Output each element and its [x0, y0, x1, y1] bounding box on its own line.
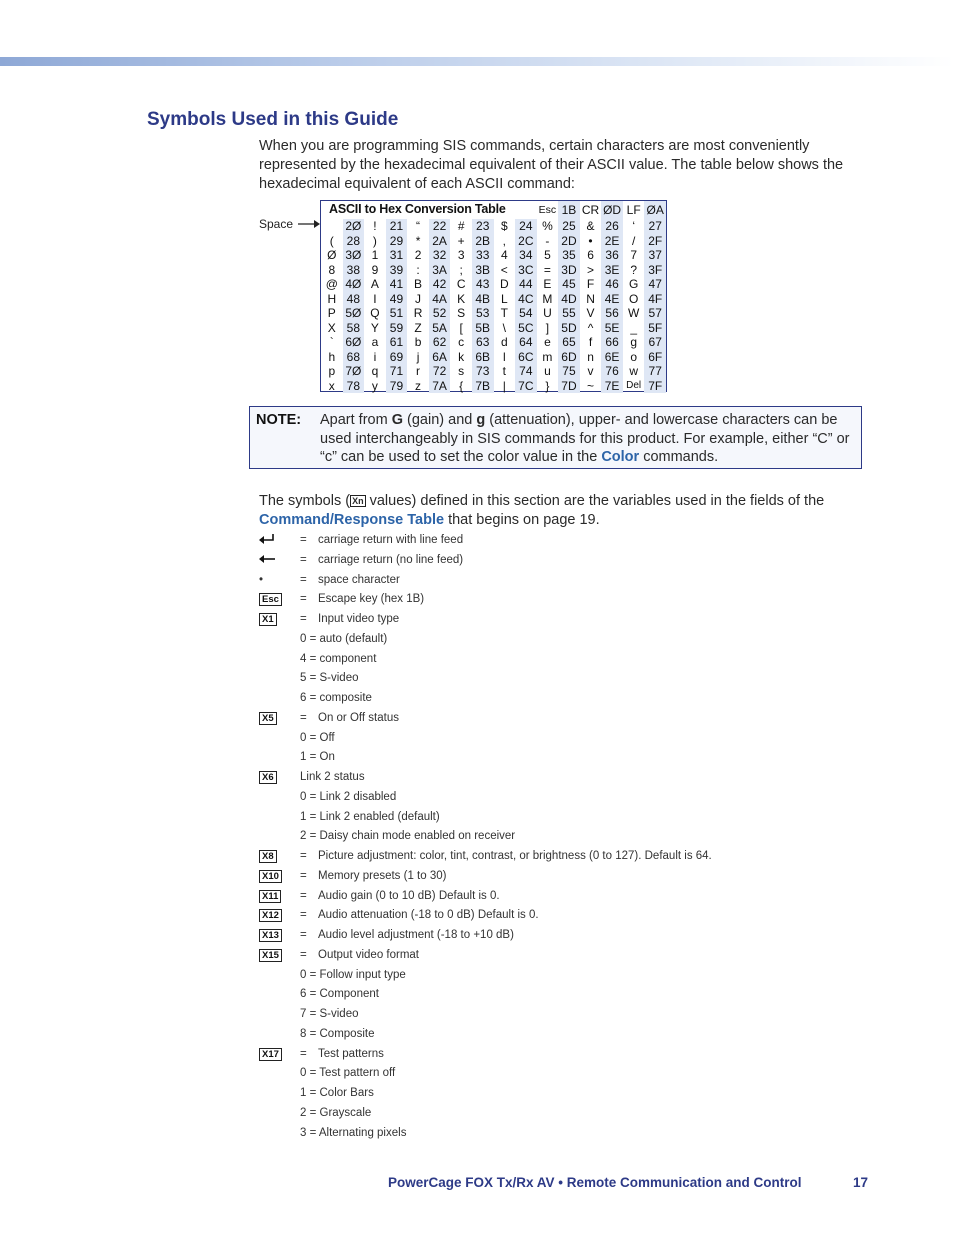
ascii-char-cell: ; [459, 262, 463, 277]
hex-value-cell: 29 [386, 234, 408, 249]
symbol-badge: X6 [259, 771, 277, 784]
ascii-header-cell: 1B [558, 201, 580, 219]
symbol-key [259, 850, 277, 863]
hex-value-cell: 72 [429, 364, 451, 379]
equals-sign: = [300, 909, 307, 922]
page-heading: Symbols Used in this Guide [147, 109, 399, 130]
hex-value-cell: 33 [472, 248, 494, 263]
ascii-char-cell: c [458, 335, 465, 349]
hex-value-cell: 79 [386, 379, 408, 394]
symbol-description: On or Off status [318, 711, 399, 724]
ascii-char-cell: E [543, 277, 552, 291]
equals-sign: = [300, 534, 307, 546]
symbol-value-option: 4 = component [300, 652, 377, 665]
hex-value-cell: 28 [343, 234, 365, 249]
ascii-char-cell: Ø [327, 248, 337, 262]
symbol-badge: Esc [259, 593, 282, 606]
ascii-header-cell: ØD [603, 203, 622, 217]
symbols-intro: The symbols ( Xn values) defined in this section are the variables used in the fields of the Command/Response Table that begins on page 19. [259, 493, 825, 528]
symbol-value-option: 6 = composite [300, 692, 372, 704]
hex-value-cell: 63 [472, 335, 494, 350]
footer-title: PowerCage FOX Tx/Rx AV • Remote Communication and Control [388, 1175, 802, 1190]
hex-value-cell: 7E [601, 379, 623, 394]
symbol-description: Output video format [318, 948, 419, 961]
hex-value-cell: 3F [644, 263, 666, 278]
equals-sign: = [300, 889, 307, 902]
ascii-char-cell: | [502, 378, 506, 393]
ascii-char-cell: # [457, 219, 465, 233]
equals-sign: = [300, 573, 307, 586]
ascii-char-cell: v [587, 364, 594, 378]
symbol-value-option: 0 = auto (default) [300, 632, 388, 645]
hex-value-cell: 77 [644, 364, 666, 379]
xn-symbol: Xn [352, 496, 364, 507]
hex-value-cell: 5F [644, 321, 666, 336]
hex-value-cell: 44 [515, 277, 537, 292]
ascii-char-cell: a [371, 335, 379, 349]
hex-value-cell: 66 [601, 335, 623, 350]
ascii-char-cell: & [586, 219, 595, 233]
ascii-char-cell: m [542, 349, 553, 364]
symbol-description: Link 2 status [300, 771, 365, 783]
ascii-char-cell: r [416, 364, 421, 378]
hex-value-cell: 38 [343, 263, 365, 278]
ascii-char-cell: % [542, 219, 553, 233]
hex-value-cell: 35 [558, 248, 580, 263]
ascii-char-cell: 4 [500, 248, 508, 262]
carriage-return-icon [259, 554, 275, 567]
ascii-char-cell: e [544, 335, 551, 349]
hex-value-cell: 43 [472, 277, 494, 292]
carriage-return-lf-icon [259, 534, 275, 547]
equals-sign: = [300, 613, 307, 625]
ascii-char-cell: ! [373, 219, 377, 233]
hex-value-cell: 5Ø [343, 306, 365, 321]
hex-value-cell: 6Ø [343, 335, 365, 350]
symbol-key [259, 712, 277, 725]
hex-value-cell: 6A [429, 350, 451, 365]
ascii-table-title: ASCII to Hex Conversion Table [329, 202, 506, 216]
ascii-char-cell: h [328, 349, 336, 364]
hex-value-cell: 23 [472, 219, 494, 234]
ascii-char-cell: W [627, 306, 640, 320]
note-box [249, 406, 862, 469]
note-label: NOTE: [256, 412, 302, 428]
symbol-badge: X5 [259, 712, 277, 725]
header-band [0, 57, 954, 66]
symbol-badge: X13 [259, 929, 282, 942]
ascii-char-cell: n [587, 349, 594, 364]
hex-value-cell: 21 [386, 219, 408, 234]
hex-value-cell: 56 [601, 306, 623, 321]
hex-value-cell: 58 [343, 321, 365, 336]
ascii-char-cell: F [586, 277, 595, 291]
symbol-key [259, 1048, 282, 1061]
symbol-value-option: 0 = Link 2 disabled [300, 790, 397, 803]
ascii-char-cell: 2 [414, 248, 422, 262]
ascii-char-cell: q [371, 364, 379, 378]
ascii-char-cell: Y [370, 320, 379, 335]
symbol-key [259, 593, 282, 606]
hex-value-cell: 4C [515, 292, 537, 307]
ascii-header-cell: ØA [644, 201, 666, 219]
hex-value-cell: 4D [558, 292, 580, 307]
ascii-char-cell: , [502, 233, 506, 248]
ascii-grid [321, 219, 666, 393]
hex-value-cell: 76 [601, 364, 623, 379]
symbol-key [259, 613, 277, 626]
hex-value-cell: 4Ø [343, 277, 365, 292]
symbol-description: Memory presets (1 to 30) [318, 869, 447, 882]
hex-value-cell: 64 [515, 335, 537, 350]
hex-value-cell: 51 [386, 306, 408, 321]
hex-value-cell: 52 [429, 306, 451, 321]
ascii-char-cell: O [628, 291, 639, 306]
hex-value-cell: 62 [429, 335, 451, 350]
symbol-key [259, 949, 282, 962]
ascii-char-cell: J [415, 291, 422, 306]
symbol-key [259, 909, 282, 922]
hex-value-cell: 4F [644, 292, 666, 307]
ascii-char-cell: t [502, 364, 506, 378]
equals-sign: = [300, 929, 307, 941]
ascii-char-cell: d [500, 335, 508, 349]
hex-value-cell: 5A [429, 321, 451, 336]
ascii-char-cell: 6 [587, 248, 594, 262]
ascii-char-cell: b [414, 335, 422, 349]
hex-value-cell: 7C [515, 379, 537, 394]
ascii-char-cell: x [328, 378, 335, 393]
symbol-key [259, 870, 282, 883]
symbol-value-option: 1 = Color Bars [300, 1087, 374, 1099]
symbol-value-option: 3 = Alternating pixels [300, 1126, 407, 1139]
ascii-char-cell: N [586, 291, 595, 306]
ascii-char-cell: = [543, 262, 551, 277]
ascii-char-cell: A [370, 277, 379, 291]
ascii-char-cell: - [545, 233, 550, 248]
equals-sign: = [300, 1047, 307, 1060]
ascii-char-cell: 5 [544, 248, 551, 262]
hex-value-cell: 7Ø [343, 364, 365, 379]
symbol-badge: X11 [259, 890, 281, 903]
hex-value-cell: 25 [558, 219, 580, 234]
ascii-char-cell: z [415, 378, 422, 393]
ascii-char-cell: i [373, 349, 377, 364]
ascii-char-cell: g [630, 335, 637, 349]
hex-value-cell: 39 [386, 263, 408, 278]
hex-value-cell: 2C [515, 234, 537, 249]
hex-value-cell: 47 [644, 277, 666, 292]
symbol-badge: X1 [259, 613, 277, 626]
ascii-char-cell: 7 [630, 248, 637, 262]
space-symbol: • [259, 573, 264, 586]
hex-value-cell: 45 [558, 277, 580, 292]
symbol-badge: X8 [259, 850, 277, 863]
ascii-char-cell: R [413, 306, 423, 320]
hex-value-cell: 69 [386, 350, 408, 365]
symbol-key [259, 929, 282, 942]
ascii-char-cell: 3 [457, 248, 465, 262]
hex-value-cell: 3E [601, 263, 623, 278]
hex-value-cell: 67 [644, 335, 666, 350]
hex-value-cell: 4B [472, 292, 494, 307]
hex-value-cell: 59 [386, 321, 408, 336]
ascii-char-cell: > [587, 262, 595, 277]
equals-sign: = [300, 948, 307, 961]
ascii-char-cell: ( [329, 233, 334, 248]
hex-value-cell: 49 [386, 292, 408, 307]
hex-value-cell: 4A [429, 292, 451, 307]
ascii-header-cell: CR [581, 203, 600, 217]
symbol-value-option: 1 = Link 2 enabled (default) [300, 810, 440, 823]
ascii-char-cell: L [500, 291, 508, 306]
equals-sign: = [300, 850, 307, 862]
ascii-char-cell: p [328, 364, 336, 378]
symbol-value-option: 0 = Off [300, 731, 335, 744]
symbol-description: Audio attenuation (-18 to 0 dB) Default is 0. [318, 909, 539, 922]
hex-value-cell: 6D [558, 350, 580, 365]
ascii-char-cell: j [416, 349, 420, 364]
ascii-char-cell: @ [325, 277, 338, 291]
ascii-char-cell: $ [500, 219, 508, 233]
ascii-char-cell: 1 [371, 248, 379, 262]
symbol-value-option: 6 = Component [300, 988, 379, 1001]
hex-value-cell: 6C [515, 350, 537, 365]
hex-value-cell: 68 [343, 350, 365, 365]
equals-sign: = [300, 869, 307, 882]
symbol-description: Input video type [318, 613, 400, 625]
symbol-value-option: 7 = S-video [300, 1008, 359, 1020]
hex-value-cell: 7D [558, 379, 580, 394]
ascii-char-cell: P [327, 306, 336, 320]
hex-value-cell: 55 [558, 306, 580, 321]
ascii-char-cell: < [500, 262, 508, 277]
hex-value-cell: 37 [644, 248, 666, 263]
ascii-char-cell [321, 219, 343, 234]
symbol-badge: X17 [259, 1048, 282, 1061]
hex-value-cell: 3D [558, 263, 580, 278]
ascii-char-cell: s [458, 364, 465, 378]
ascii-char-cell: ? [630, 262, 637, 277]
hex-value-cell: 74 [515, 364, 537, 379]
ascii-char-cell: ‘ [632, 219, 635, 233]
ascii-char-cell: M [542, 291, 553, 306]
hex-value-cell: 41 [386, 277, 408, 292]
note-text: Apart from G (gain) and g (attenuation), upper- and lowercase characters can be used interchangeably in SIS commands for this product. For example, either “C” or “c” can be used to set the color value in the Color commands. [320, 412, 850, 465]
hex-value-cell: 73 [472, 364, 494, 379]
symbol-description: Audio level adjustment (-18 to +10 dB) [318, 929, 514, 941]
ascii-char-cell: Q [370, 306, 380, 320]
symbol-key [259, 890, 281, 903]
hex-value-cell: 32 [429, 248, 451, 263]
ascii-char-cell: X [327, 320, 336, 335]
ascii-char-cell: D [499, 277, 509, 291]
equals-sign: = [300, 711, 307, 724]
hex-value-cell: 2Ø [343, 219, 365, 234]
hex-value-cell: 6B [472, 350, 494, 365]
ascii-char-cell: 8 [328, 262, 336, 277]
ascii-char-cell: ` [329, 335, 334, 349]
ascii-char-cell: I [373, 291, 377, 306]
hex-value-cell: 24 [515, 219, 537, 234]
hex-value-cell: 26 [601, 219, 623, 234]
ascii-char-cell: o [630, 349, 637, 364]
ascii-char-cell: Del [626, 379, 642, 391]
symbol-description: carriage return with line feed [318, 534, 464, 546]
ascii-char-cell: * [415, 233, 421, 248]
ascii-char-cell: k [458, 349, 465, 364]
command-response-table-link[interactable]: Command/Response Table [259, 512, 445, 528]
hex-value-cell: 3Ø [343, 248, 365, 263]
symbol-value-option: 2 = Daisy chain mode enabled on receiver [300, 830, 516, 843]
hex-value-cell: 31 [386, 248, 408, 263]
hex-value-cell: 78 [343, 379, 365, 394]
ascii-char-cell: • [588, 233, 593, 248]
hex-value-cell: 4E [601, 292, 623, 307]
space-label: Space [259, 217, 294, 231]
ascii-char-cell: ~ [587, 378, 595, 393]
color-link[interactable]: Color [601, 449, 640, 465]
ascii-char-cell: y [371, 378, 378, 393]
hex-value-cell: 7A [429, 379, 451, 394]
symbol-description: Escape key (hex 1B) [318, 593, 425, 606]
symbol-value-option: 0 = Test pattern off [300, 1067, 396, 1080]
hex-value-cell: 2D [558, 234, 580, 249]
ascii-char-cell: S [457, 306, 466, 320]
hex-value-cell: 5C [515, 321, 537, 336]
hex-value-cell: 57 [644, 306, 666, 321]
ascii-char-cell: G [628, 277, 639, 291]
ascii-char-cell: _ [630, 320, 637, 335]
ascii-char-cell: { [459, 378, 464, 393]
ascii-char-cell: Z [414, 320, 422, 335]
symbol-value-option: 8 = Composite [300, 1027, 375, 1040]
ascii-char-cell: / [631, 233, 636, 248]
hex-value-cell: 48 [343, 292, 365, 307]
hex-value-cell: 65 [558, 335, 580, 350]
ascii-char-cell: l [502, 349, 506, 364]
ascii-char-cell: C [456, 277, 466, 291]
ascii-char-cell: : [416, 262, 420, 277]
symbol-value-option: 2 = Grayscale [300, 1106, 372, 1119]
hex-value-cell: 3B [472, 263, 494, 278]
arrow-right-icon [298, 219, 320, 229]
intro-paragraph: When you are programming SIS commands, certain characters are most conveniently represented by the hexadecimal equivalent of their ASCII value. The table below shows the hexadecimal equivalent of each ASCII command: [259, 138, 844, 192]
hex-value-cell: 7F [644, 379, 666, 394]
hex-value-cell: 36 [601, 248, 623, 263]
ascii-char-cell: [ [459, 320, 463, 335]
hex-value-cell: 34 [515, 248, 537, 263]
ascii-header-cell: Esc [538, 204, 557, 216]
hex-value-cell: 61 [386, 335, 408, 350]
ascii-char-cell: ] [545, 320, 550, 335]
symbol-badge: X15 [259, 949, 282, 962]
hex-value-cell: 3C [515, 263, 537, 278]
hex-value-cell: 53 [472, 306, 494, 321]
ascii-char-cell: H [327, 291, 337, 306]
symbol-badge: X12 [259, 909, 282, 922]
hex-value-cell: 7B [472, 379, 494, 394]
hex-value-cell: 27 [644, 219, 666, 234]
hex-value-cell: 5B [472, 321, 494, 336]
ascii-hex-table [320, 200, 667, 392]
hex-value-cell: 22 [429, 219, 451, 234]
hex-value-cell: 2E [601, 234, 623, 249]
ascii-char-cell: + [457, 233, 465, 248]
symbol-badge: X10 [259, 870, 282, 883]
hex-value-cell: 54 [515, 306, 537, 321]
ascii-char-cell: \ [502, 320, 506, 335]
ascii-char-cell: ^ [587, 320, 594, 335]
hex-value-cell: 2B [472, 234, 494, 249]
hex-value-cell: 46 [601, 277, 623, 292]
symbol-description: Test patterns [318, 1047, 384, 1060]
symbol-description: Audio gain (0 to 10 dB) Default is 0. [318, 889, 500, 902]
ascii-char-cell: u [544, 364, 551, 378]
hex-value-cell: 3A [429, 263, 451, 278]
ascii-char-cell: ) [372, 233, 377, 248]
hex-value-cell: 75 [558, 364, 580, 379]
symbol-description: Picture adjustment: color, tint, contrast, or brightness (0 to 127). Default is 64. [318, 850, 712, 862]
symbol-description: carriage return (no line feed) [318, 553, 464, 566]
page-number: 17 [853, 1175, 869, 1190]
ascii-char-cell: “ [416, 219, 421, 233]
symbol-value-option: 5 = S-video [300, 672, 359, 685]
hex-value-cell: 5E [601, 321, 623, 336]
ascii-char-cell: K [457, 291, 466, 306]
hex-value-cell: 2A [429, 234, 451, 249]
ascii-char-cell: } [545, 378, 550, 393]
symbol-value-option: 1 = On [300, 751, 335, 764]
equals-sign: = [300, 593, 307, 606]
symbol-description: space character [318, 573, 400, 586]
hex-value-cell: 6F [644, 350, 666, 365]
ascii-char-cell: 9 [371, 262, 379, 277]
ascii-char-cell: T [500, 306, 508, 320]
hex-value-cell: 2F [644, 234, 666, 249]
hex-value-cell: 6E [601, 350, 623, 365]
ascii-char-cell: U [543, 306, 552, 320]
ascii-char-cell: V [586, 306, 595, 320]
ascii-char-cell: f [588, 335, 593, 349]
hex-value-cell: 42 [429, 277, 451, 292]
ascii-header-cell: LF [626, 203, 641, 217]
ascii-char-cell: w [629, 364, 638, 378]
ascii-char-cell: B [414, 277, 423, 291]
hex-value-cell: 71 [386, 364, 408, 379]
equals-sign: = [300, 553, 307, 566]
hex-value-cell: 5D [558, 321, 580, 336]
symbol-value-option: 0 = Follow input type [300, 968, 406, 981]
symbol-key [259, 771, 277, 784]
